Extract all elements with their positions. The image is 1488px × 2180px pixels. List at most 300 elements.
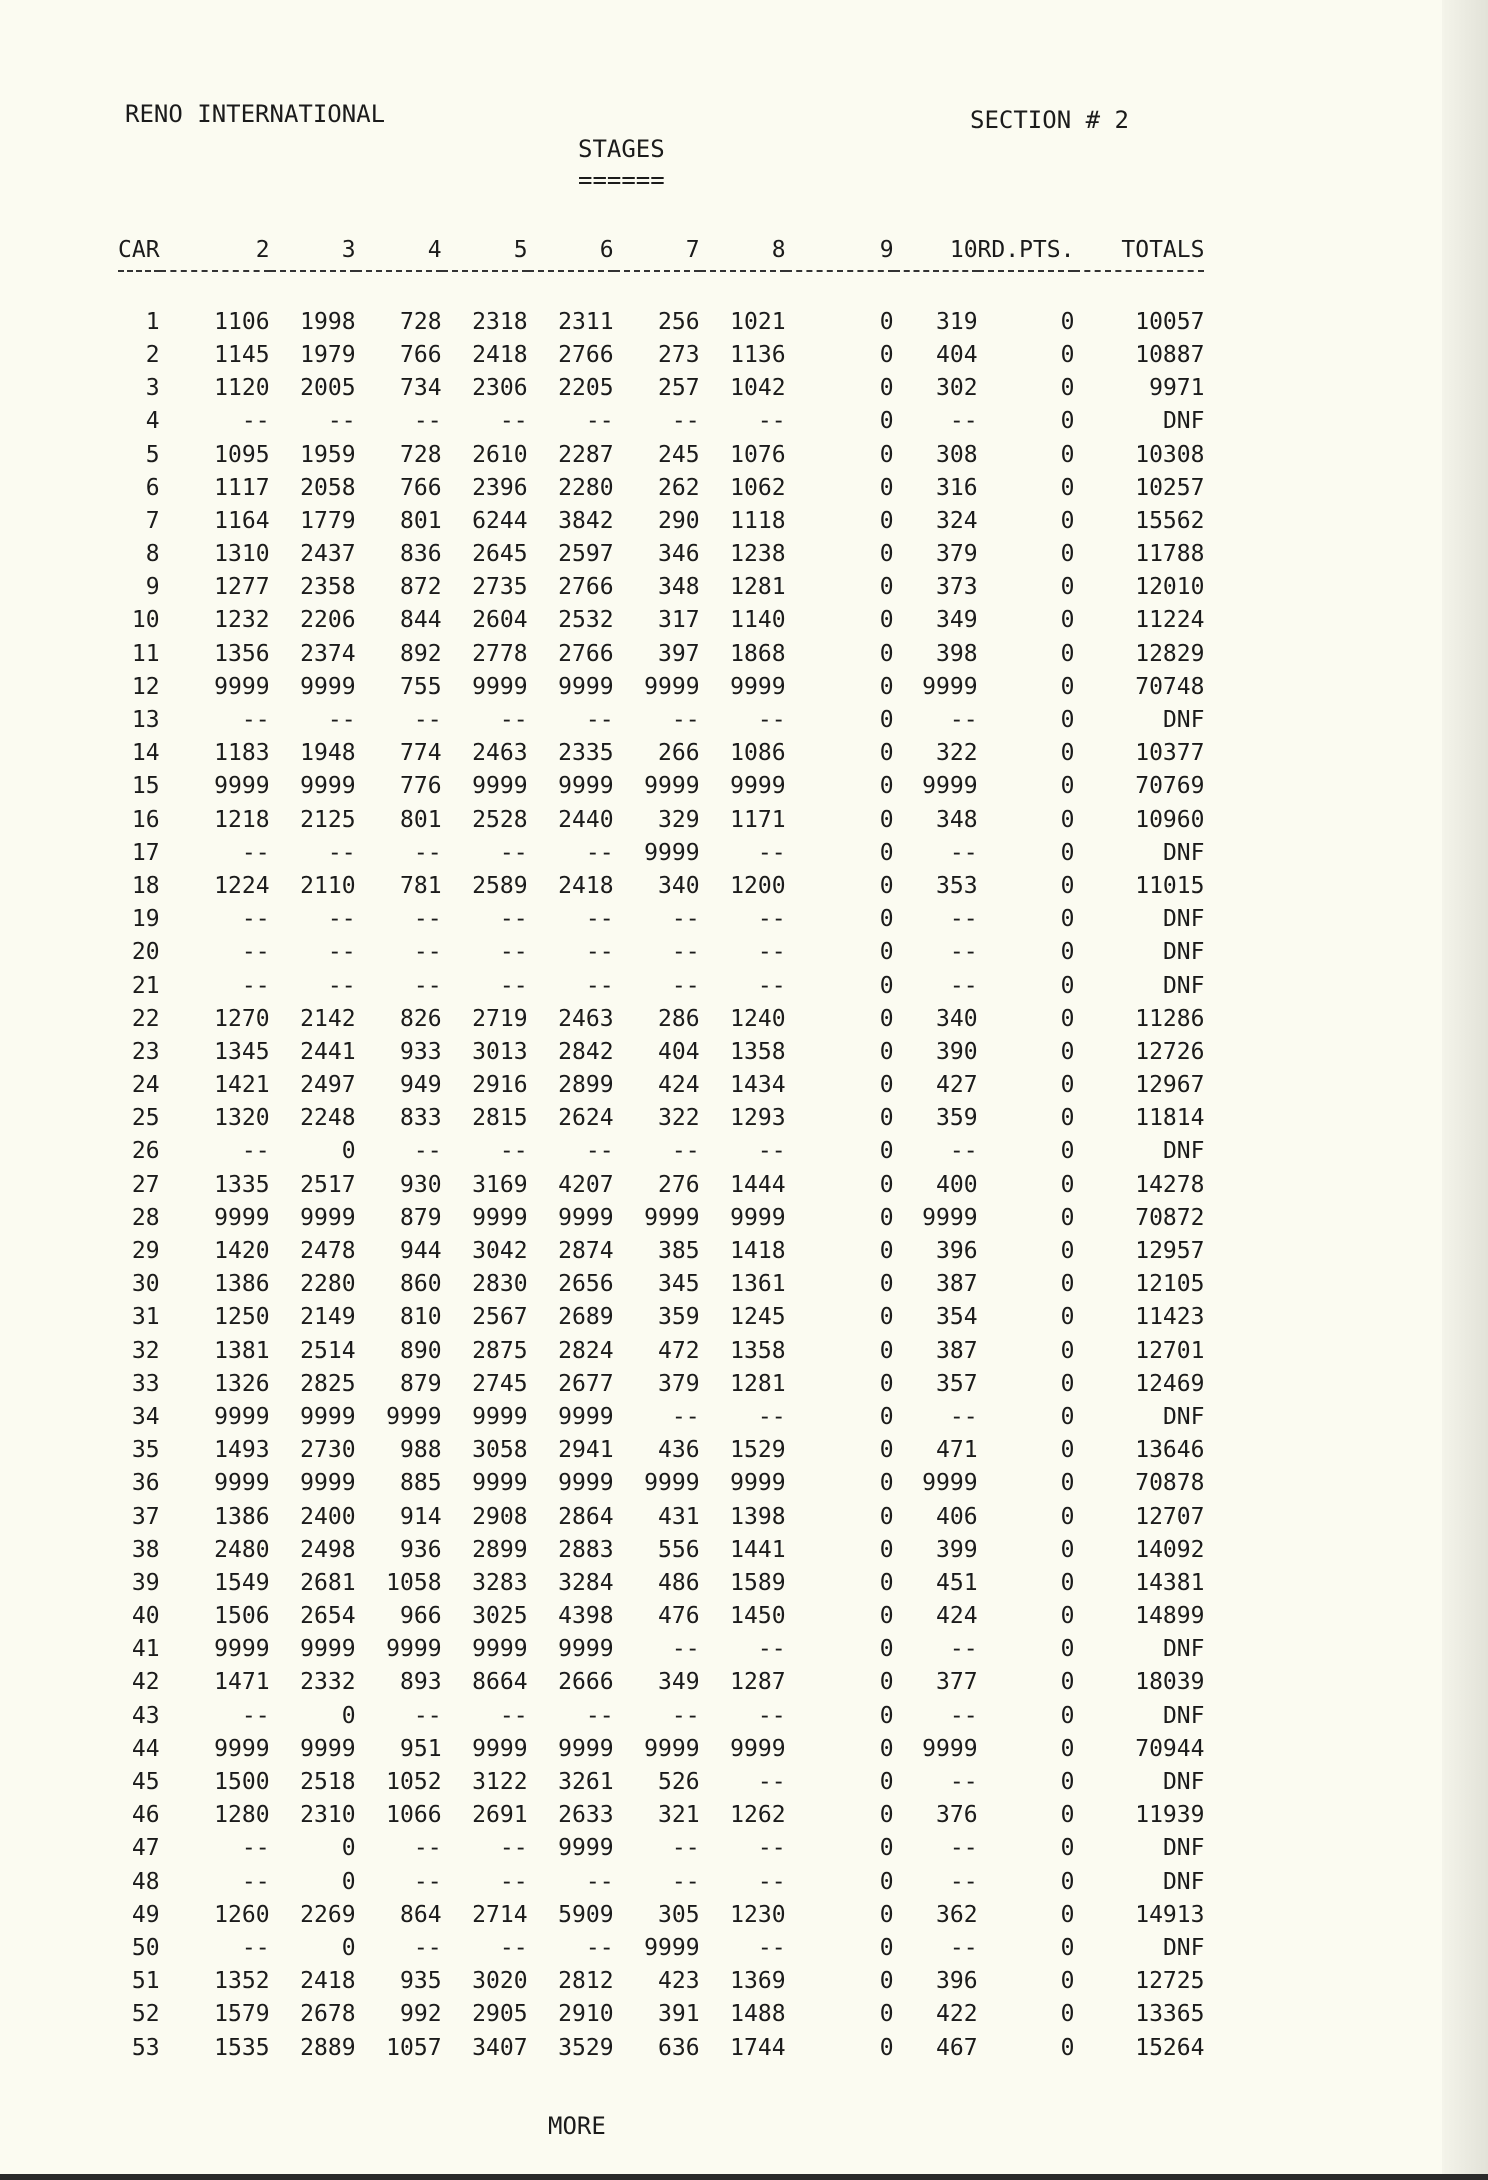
table-cell: 2745 — [472, 1370, 528, 1397]
table-cell: 9999 — [644, 773, 700, 800]
table-cell: 387 — [936, 1271, 978, 1298]
table-cell: 0 — [879, 1138, 894, 1165]
table-cell: 51 — [131, 1968, 160, 1995]
table-cell: 1386 — [214, 1271, 270, 1298]
table-cell: 3169 — [472, 1171, 528, 1198]
table-cell: 11015 — [1135, 872, 1205, 899]
table-cell: 2396 — [472, 474, 528, 501]
table-cell: 31 — [131, 1304, 160, 1331]
table-cell: -- — [499, 1835, 528, 1862]
table-cell: 9999 — [300, 1403, 356, 1430]
table-cell: 9999 — [558, 1204, 614, 1231]
table-cell: 1421 — [214, 1072, 270, 1099]
column-header: 9 — [879, 237, 894, 263]
column-header: TOTALS — [1121, 237, 1205, 263]
table-cell: 39 — [131, 1569, 160, 1596]
table-cell: -- — [671, 1835, 700, 1862]
table-row — [118, 1334, 1204, 1367]
table-cell: 2374 — [300, 640, 356, 667]
table-cell: 2681 — [300, 1569, 356, 1596]
table-cell: 404 — [936, 341, 978, 368]
table-cell: DNF — [1162, 972, 1205, 999]
table-cell: 3284 — [558, 1569, 614, 1596]
table-cell: 781 — [400, 872, 442, 899]
table-cell: 2916 — [472, 1072, 528, 1099]
table-cell: 0 — [879, 1669, 894, 1696]
table-cell: 1345 — [214, 1038, 270, 1065]
table-header-row — [118, 230, 1204, 271]
table-cell: 0 — [1060, 972, 1075, 999]
table-cell: -- — [757, 1868, 786, 1895]
table-row — [118, 571, 1204, 604]
table-cell: 1310 — [214, 541, 270, 568]
table-cell: 9 — [145, 574, 160, 601]
table-cell: 2766 — [558, 341, 614, 368]
table-cell: 2778 — [472, 640, 528, 667]
table-cell: -- — [671, 408, 700, 435]
table-cell: 2310 — [300, 1802, 356, 1829]
table-cell: 302 — [936, 375, 978, 402]
table-cell: 1270 — [214, 1005, 270, 1032]
table-cell: 1535 — [214, 2034, 270, 2061]
table-cell: 2941 — [558, 1437, 614, 1464]
table-row — [118, 1998, 1204, 2031]
table-cell: 1095 — [214, 441, 270, 468]
table-cell: 2633 — [558, 1802, 614, 1829]
table-cell: 10057 — [1135, 308, 1205, 335]
table-cell: 0 — [879, 308, 894, 335]
table-cell: 1250 — [214, 1304, 270, 1331]
table-cell: 1145 — [214, 341, 270, 368]
table-row — [118, 1832, 1204, 1865]
table-cell: 5 — [145, 441, 160, 468]
table-cell: 2142 — [300, 1005, 356, 1032]
table-cell: 1326 — [214, 1370, 270, 1397]
table-cell: 2478 — [300, 1238, 356, 1265]
table-cell: -- — [949, 1769, 978, 1796]
table-cell: 966 — [400, 1603, 442, 1630]
table-cell: 0 — [879, 1005, 894, 1032]
table-cell: 0 — [1060, 906, 1075, 933]
table-cell: 11788 — [1135, 541, 1205, 568]
table-cell: 34 — [131, 1403, 160, 1430]
table-cell: 9999 — [644, 1735, 700, 1762]
table-cell: 0 — [341, 1868, 356, 1895]
table-cell: 0 — [1060, 1669, 1075, 1696]
table-cell: 872 — [400, 574, 442, 601]
table-cell: 836 — [400, 541, 442, 568]
table-cell: -- — [949, 906, 978, 933]
table-cell: 10377 — [1135, 740, 1205, 767]
table-cell: 2864 — [558, 1503, 614, 1530]
table-row — [118, 1566, 1204, 1599]
table-cell: 1062 — [730, 474, 786, 501]
table-cell: 359 — [658, 1304, 700, 1331]
table-cell: 322 — [936, 740, 978, 767]
table-cell: 0 — [1060, 2034, 1075, 2061]
table-cell: 0 — [879, 408, 894, 435]
table-cell: -- — [499, 906, 528, 933]
table-cell: 329 — [658, 806, 700, 833]
table-cell: 0 — [879, 1238, 894, 1265]
table-cell: 636 — [658, 2034, 700, 2061]
table-cell: 1277 — [214, 574, 270, 601]
table-cell: 3842 — [558, 507, 614, 534]
table-cell: -- — [949, 1636, 978, 1663]
table-cell: -- — [327, 939, 356, 966]
table-cell: 1779 — [300, 507, 356, 534]
table-cell: 467 — [936, 2034, 978, 2061]
table-cell: 728 — [400, 308, 442, 335]
table-row — [118, 1533, 1204, 1566]
table-cell: 9999 — [644, 1204, 700, 1231]
table-cell: 45 — [131, 1769, 160, 1796]
table-cell: -- — [671, 707, 700, 734]
table-cell: -- — [241, 839, 270, 866]
table-cell: -- — [671, 906, 700, 933]
table-cell: 0 — [1060, 474, 1075, 501]
column-header: 2 — [255, 237, 270, 263]
table-cell: -- — [499, 939, 528, 966]
table-cell: 951 — [400, 1735, 442, 1762]
table-cell: 2269 — [300, 1901, 356, 1928]
table-row — [118, 1400, 1204, 1433]
table-cell: 17 — [131, 839, 160, 866]
table-row — [118, 737, 1204, 770]
table-cell: DNF — [1162, 1403, 1205, 1430]
table-cell: 0 — [879, 1337, 894, 1364]
table-cell: 1183 — [214, 740, 270, 767]
table-row — [118, 1865, 1204, 1898]
table-cell: -- — [327, 707, 356, 734]
table-cell: -- — [413, 906, 442, 933]
table-cell: 0 — [879, 839, 894, 866]
table-cell: 0 — [879, 707, 894, 734]
table-row — [118, 1135, 1204, 1168]
table-cell: 349 — [658, 1669, 700, 1696]
table-cell: 1200 — [730, 872, 786, 899]
table-cell: 15 — [131, 773, 160, 800]
table-cell: 2518 — [300, 1769, 356, 1796]
table-cell: 70872 — [1135, 1204, 1205, 1231]
table-cell: 324 — [936, 507, 978, 534]
table-cell: -- — [671, 1403, 700, 1430]
table-cell: 2824 — [558, 1337, 614, 1364]
table-cell: -- — [949, 408, 978, 435]
table-cell: 2905 — [472, 2001, 528, 2028]
table-cell: 14913 — [1135, 1901, 1205, 1928]
table-cell: 0 — [879, 607, 894, 634]
table-cell: 844 — [400, 607, 442, 634]
table-cell: -- — [757, 408, 786, 435]
table-cell: 1398 — [730, 1503, 786, 1530]
table-cell: 3013 — [472, 1038, 528, 1065]
table-row — [118, 1201, 1204, 1234]
table-cell: 21 — [131, 972, 160, 999]
table-cell: 0 — [879, 1802, 894, 1829]
table-cell: 1358 — [730, 1337, 786, 1364]
table-cell: -- — [949, 972, 978, 999]
table-cell: -- — [413, 972, 442, 999]
results-table — [118, 230, 1204, 2064]
table-cell: 266 — [658, 740, 700, 767]
table-cell: 1281 — [730, 574, 786, 601]
table-cell: 424 — [658, 1072, 700, 1099]
table-row — [118, 1301, 1204, 1334]
table-row — [118, 1102, 1204, 1135]
table-cell: 319 — [936, 308, 978, 335]
table-cell: 893 — [400, 1669, 442, 1696]
table-cell: -- — [585, 1702, 614, 1729]
table-cell: 9999 — [558, 673, 614, 700]
table-cell: -- — [757, 707, 786, 734]
table-cell: 12469 — [1135, 1370, 1205, 1397]
table-cell: 885 — [400, 1470, 442, 1497]
table-row — [118, 1035, 1204, 1068]
table-cell: 1293 — [730, 1105, 786, 1132]
table-cell: -- — [671, 1138, 700, 1165]
table-cell: -- — [499, 972, 528, 999]
table-cell: 2719 — [472, 1005, 528, 1032]
table-cell: 14 — [131, 740, 160, 767]
table-cell: 11224 — [1135, 607, 1205, 634]
table-cell: 70769 — [1135, 773, 1205, 800]
table-cell: 245 — [658, 441, 700, 468]
table-cell: 1066 — [386, 1802, 442, 1829]
table-cell: DNF — [1162, 1769, 1205, 1796]
table-cell: 9999 — [922, 773, 978, 800]
table-cell: 9999 — [558, 1735, 614, 1762]
table-cell: 1230 — [730, 1901, 786, 1928]
table-cell: 2400 — [300, 1503, 356, 1530]
table-cell: 23 — [131, 1038, 160, 1065]
table-cell: 2318 — [472, 308, 528, 335]
table-cell: 2125 — [300, 806, 356, 833]
table-cell: -- — [413, 939, 442, 966]
table-cell: 11939 — [1135, 1802, 1205, 1829]
table-cell: 9999 — [300, 1735, 356, 1762]
section-label: SECTION # 2 — [970, 106, 1129, 134]
table-cell: 26 — [131, 1138, 160, 1165]
table-cell: -- — [241, 906, 270, 933]
table-cell: 9999 — [214, 1403, 270, 1430]
table-cell: 357 — [936, 1370, 978, 1397]
table-cell: 70944 — [1135, 1735, 1205, 1762]
table-cell: 1320 — [214, 1105, 270, 1132]
table-cell: 1356 — [214, 640, 270, 667]
column-header: 6 — [599, 237, 614, 263]
table-cell: 2332 — [300, 1669, 356, 1696]
table-cell: 2517 — [300, 1171, 356, 1198]
table-row — [118, 836, 1204, 869]
table-cell: 2875 — [472, 1337, 528, 1364]
table-cell: 37 — [131, 1503, 160, 1530]
table-cell: -- — [757, 1636, 786, 1663]
table-cell: 0 — [879, 1105, 894, 1132]
table-cell: -- — [241, 1702, 270, 1729]
column-header: 8 — [771, 237, 786, 263]
table-cell: 290 — [658, 507, 700, 534]
table-cell: 0 — [879, 939, 894, 966]
table-cell: -- — [499, 707, 528, 734]
table-cell: 1441 — [730, 1536, 786, 1563]
table-row — [118, 405, 1204, 438]
table-cell: -- — [949, 1702, 978, 1729]
table-cell: 10257 — [1135, 474, 1205, 501]
table-cell: 1506 — [214, 1603, 270, 1630]
table-cell: 0 — [1060, 1437, 1075, 1464]
table-cell: 346 — [658, 541, 700, 568]
table-cell: 0 — [1060, 673, 1075, 700]
table-cell: 373 — [936, 574, 978, 601]
table-cell: 13646 — [1135, 1437, 1205, 1464]
table-cell: 1042 — [730, 375, 786, 402]
table-cell: 2149 — [300, 1304, 356, 1331]
table-cell: 0 — [1060, 1370, 1075, 1397]
table-cell: 1120 — [214, 375, 270, 402]
table-row — [118, 1002, 1204, 1035]
table-cell: 12105 — [1135, 1271, 1205, 1298]
table-cell: -- — [949, 939, 978, 966]
table-cell: 0 — [879, 1702, 894, 1729]
table-cell: 9999 — [644, 1470, 700, 1497]
table-cell: 9999 — [730, 1470, 786, 1497]
table-cell: 404 — [658, 1038, 700, 1065]
table-cell: 12 — [131, 673, 160, 700]
table-row — [118, 1699, 1204, 1732]
table-cell: 397 — [658, 640, 700, 667]
table-cell: 0 — [341, 1934, 356, 1961]
table-cell: 2830 — [472, 1271, 528, 1298]
table-cell: 1352 — [214, 1968, 270, 1995]
table-cell: 1471 — [214, 1669, 270, 1696]
table-cell: 0 — [1060, 740, 1075, 767]
table-cell: -- — [585, 408, 614, 435]
table-cell: 0 — [879, 673, 894, 700]
table-cell: 8 — [145, 541, 160, 568]
table-cell: 2005 — [300, 375, 356, 402]
table-cell: 776 — [400, 773, 442, 800]
table-row — [118, 1965, 1204, 1998]
table-cell: -- — [757, 1403, 786, 1430]
dashed-separator — [118, 271, 1204, 305]
table-cell: 40 — [131, 1603, 160, 1630]
table-cell: 0 — [879, 375, 894, 402]
table-cell: DNF — [1162, 1636, 1205, 1663]
table-cell: 348 — [936, 806, 978, 833]
table-cell: 20 — [131, 939, 160, 966]
table-cell: -- — [499, 839, 528, 866]
table-cell: 1262 — [730, 1802, 786, 1829]
table-cell: 0 — [879, 1470, 894, 1497]
table-row — [118, 305, 1204, 338]
table-cell: 1171 — [730, 806, 786, 833]
table-cell: 0 — [879, 1536, 894, 1563]
table-cell: 24 — [131, 1072, 160, 1099]
table-cell: 2656 — [558, 1271, 614, 1298]
table-cell: 9999 — [472, 1204, 528, 1231]
table-row — [118, 604, 1204, 637]
table-cell: 1240 — [730, 1005, 786, 1032]
table-cell: 1361 — [730, 1271, 786, 1298]
table-cell: 0 — [1060, 507, 1075, 534]
table-cell: 43 — [131, 1702, 160, 1729]
table-cell: 1335 — [214, 1171, 270, 1198]
table-cell: 2677 — [558, 1370, 614, 1397]
table-cell: 2463 — [472, 740, 528, 767]
column-header: 5 — [513, 237, 528, 263]
table-cell: -- — [949, 1868, 978, 1895]
table-cell: 9999 — [214, 773, 270, 800]
table-cell: 3407 — [472, 2034, 528, 2061]
table-cell: 935 — [400, 1968, 442, 1995]
table-cell: 0 — [1060, 773, 1075, 800]
table-cell: 4 — [145, 408, 160, 435]
table-cell: 41 — [131, 1636, 160, 1663]
table-cell: 0 — [1060, 1470, 1075, 1497]
table-cell: 2766 — [558, 640, 614, 667]
table-cell: 2597 — [558, 541, 614, 568]
table-cell: 774 — [400, 740, 442, 767]
table-cell: 879 — [400, 1204, 442, 1231]
table-cell: 1281 — [730, 1370, 786, 1397]
table-cell: 933 — [400, 1038, 442, 1065]
table-cell: 322 — [658, 1105, 700, 1132]
table-cell: 18039 — [1135, 1669, 1205, 1696]
table-cell: 472 — [658, 1337, 700, 1364]
table-cell: 9999 — [300, 1636, 356, 1663]
table-cell: -- — [671, 939, 700, 966]
table-cell: -- — [585, 972, 614, 999]
table-cell: 1744 — [730, 2034, 786, 2061]
table-cell: 944 — [400, 1238, 442, 1265]
table-cell: 0 — [1060, 1569, 1075, 1596]
column-header: RD.PTS. — [977, 237, 1075, 263]
table-cell: 3529 — [558, 2034, 614, 2061]
table-cell: 44 — [131, 1735, 160, 1762]
table-cell: -- — [499, 408, 528, 435]
table-cell: 2691 — [472, 1802, 528, 1829]
table-cell: 1140 — [730, 607, 786, 634]
table-cell: 0 — [879, 1868, 894, 1895]
table-cell: 9999 — [730, 1735, 786, 1762]
table-cell: 890 — [400, 1337, 442, 1364]
table-cell: 0 — [1060, 1968, 1075, 1995]
table-cell: 0 — [1060, 308, 1075, 335]
table-cell: 2604 — [472, 607, 528, 634]
table-cell: 273 — [658, 341, 700, 368]
table-cell: 0 — [1060, 1105, 1075, 1132]
table-cell: 0 — [1060, 1702, 1075, 1729]
table-cell: -- — [949, 839, 978, 866]
table-cell: 0 — [1060, 1636, 1075, 1663]
table-cell: -- — [757, 1835, 786, 1862]
table-cell: 1164 — [214, 507, 270, 534]
table-row — [118, 438, 1204, 471]
table-cell: 13365 — [1135, 2001, 1205, 2028]
table-cell: -- — [757, 1769, 786, 1796]
table-cell: DNF — [1162, 1138, 1205, 1165]
table-cell: 14899 — [1135, 1603, 1205, 1630]
table-cell: 9999 — [472, 773, 528, 800]
table-cell: 2335 — [558, 740, 614, 767]
table-row — [118, 770, 1204, 803]
table-cell: 0 — [1060, 1901, 1075, 1928]
table-row — [118, 1467, 1204, 1500]
table-cell: 2874 — [558, 1238, 614, 1265]
table-cell: -- — [327, 972, 356, 999]
table-cell: 1959 — [300, 441, 356, 468]
